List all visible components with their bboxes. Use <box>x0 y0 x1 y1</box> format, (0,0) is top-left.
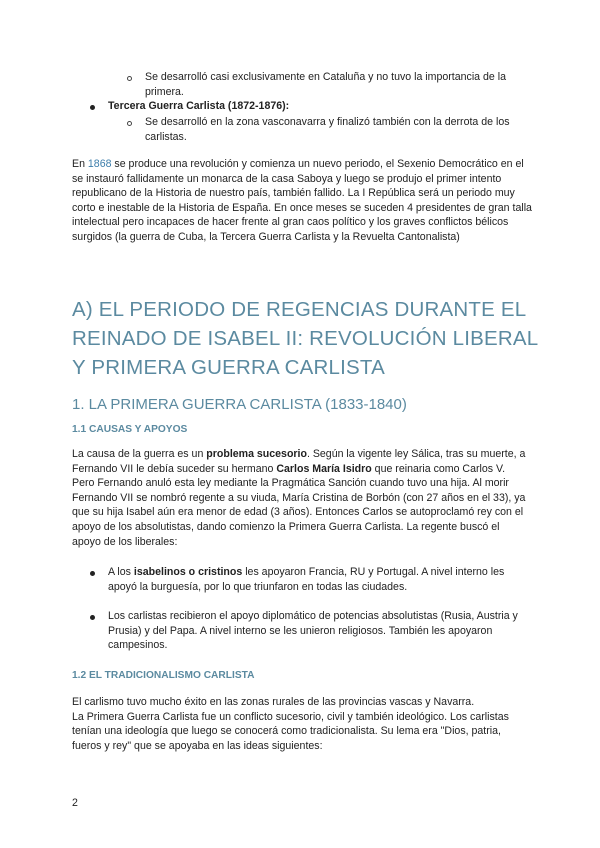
heading-a: A) EL PERIODO DE REGENCIAS DURANTE EL REINADO DE ISABEL II: REVOLUCIÓN LIBERAL Y PRIMERA GUERRA CARLISTA <box>72 298 538 379</box>
sub-bullet-text: Se desarrolló casi exclusivamente en Cataluña y no tuvo la importancia de la primera. <box>145 71 506 98</box>
heading-1-1: 1.1 CAUSAS Y APOYOS <box>72 424 188 435</box>
page-number: 2 <box>72 797 78 809</box>
year-link[interactable]: 1868 <box>87 158 112 170</box>
hollow-bullet-icon <box>127 121 132 126</box>
filled-bullet-icon <box>90 571 95 576</box>
intro-paragraph: En 1868 se produce una revolución y comienza un nuevo periodo, el Sexenio Democrático en el se instauró fallidamente un monarca de la casa Saboya y luego se produjo el primer intento republicano de la Historia de nuestro país, también fallido. La I República será un periodo muy corto e inestable de la Historia de España. En once meses se suceden 4 presidentes de gran talla intelectual pero incapaces de hacer frente al gran caos político y los graves conflictos bélicos surgidos (la guerra de Cuba, la Tercera Guerra Carlista y la Revuelta Cantonalista) <box>72 158 532 243</box>
apoyo-item-isabelinos: A los isabelinos o cristinos les apoyaron Francia, RU y Portugal. A nivel interno les apoyó la burguesía, por lo que triunfaron en todas las ciudades. <box>108 566 505 593</box>
heading-1: 1. LA PRIMERA GUERRA CARLISTA (1833-1840) <box>72 396 407 413</box>
list-item-tercera: Tercera Guerra Carlista (1872-1876): <box>108 100 290 112</box>
tradicionalismo-paragraph: El carlismo tuvo mucho éxito en las zonas rurales de las provincias vascas y Navarra. La Primera Guerra Carlista fue un conflicto sucesorio, civil y también ideológico. Los carlistas tenían una ideología que luego se conocerá como tradicionalista. Su lema era "Dios, patria, fueros y rey" que se apoyaba en las ideas siguientes: <box>72 696 509 752</box>
causas-paragraph: La causa de la guerra es un problema sucesorio. Según la vigente ley Sálica, tras su muerte, a Fernando VII le debía suceder su hermano Carlos María Isidro que reinaria como Carlos V. Pero Fernando anuló esta ley mediante la Pragmática Sanción cuando tuvo una hija. Al morir Fernando VII se nombró regente a su viuda, María Cristina de Borbón (con 27 años en el 33), ya que su hija Isabel aún era menor de edad (3 años). Entonces Carlos se autoproclamó rey con el apoyo de los absolutistas, dando comienzo la Primera Guerra Carlista. La regente buscó el apoyo de los liberales: <box>72 448 526 548</box>
filled-bullet-icon <box>90 105 95 110</box>
heading-1-2: 1.2 EL TRADICIONALISMO CARLISTA <box>72 670 255 681</box>
apoyo-item-carlistas: Los carlistas recibieron el apoyo diplomático de potencias absolutistas (Rusia, Austria y Prusia) y del Papa. A nivel interno se les unieron religiosos. También les apoyaron campesinos. <box>108 610 518 652</box>
hollow-bullet-icon <box>127 76 132 81</box>
sub-bullet-text: Se desarrolló en la zona vasconavarra y finalizó también con la derrota de los carlistas. <box>145 116 510 143</box>
filled-bullet-icon <box>90 615 95 620</box>
